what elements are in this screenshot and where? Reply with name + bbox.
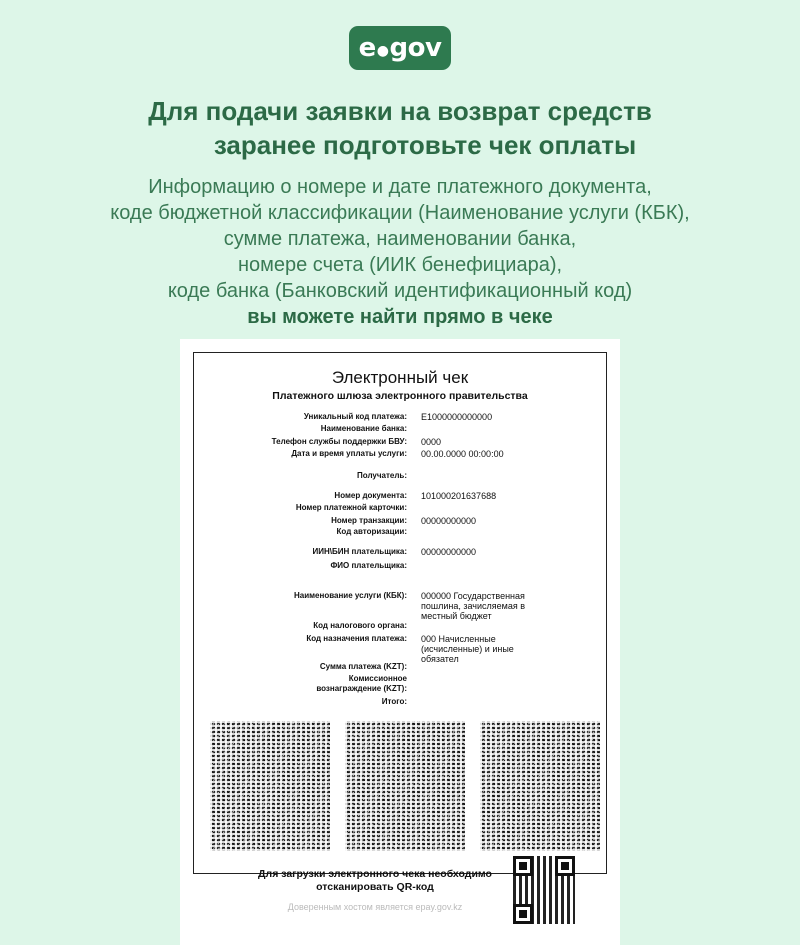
qr-code-2 [345, 721, 465, 851]
receipt-footer-text [240, 868, 510, 894]
headline-line-1: Для подачи заявки на возврат средств [148, 96, 652, 126]
logo-suffix: gov [389, 33, 442, 63]
qr-finder-icon [555, 856, 575, 876]
field-label: Код назначения платежа: [306, 634, 407, 643]
logo-dot-icon: ● [376, 43, 389, 59]
field-label: Наименование банка: [320, 424, 407, 433]
receipt-subtitle: Платежного шлюза электронного правительства [272, 390, 528, 402]
field-label: Код налогового органа: [313, 621, 407, 630]
egov-logo [349, 26, 451, 70]
field-value: 000000 Государственная пошлина, зачисляемая в местный бюджет [421, 591, 525, 621]
field-label: Наименование услуги (КБК): [293, 591, 407, 600]
field-label: Код авторизации: [336, 527, 407, 536]
info-line-1: Информацию о номере и дате платежного документа, [148, 176, 652, 198]
logo-prefix: e [358, 33, 376, 63]
info-line-3: сумме платежа, наименовании банка, [223, 228, 577, 250]
field-label: Номер платежной карточки: [295, 503, 407, 512]
field-label: Уникальный код платежа: [303, 412, 407, 421]
qr-finder-icon [513, 856, 533, 876]
qr-code-3 [480, 721, 600, 851]
field-label: ИИН\БИН плательщика: [312, 547, 407, 556]
receipt-footer-line-1: Для загрузки электронного чека необходимо [258, 868, 492, 880]
receipt-footer-line-2: отсканировать QR-код [316, 881, 434, 893]
receipt-trusted-host: Доверенным хостом является epay.gov.kz [287, 902, 463, 912]
field-label: ФИО плательщика: [330, 561, 407, 570]
info-line-5: коде банка (Банковский идентификационный код) [167, 280, 633, 302]
field-label: Итого: [381, 697, 407, 706]
download-qr-code[interactable] [513, 856, 575, 924]
field-label: Номер документа: [334, 491, 407, 500]
field-label: Дата и время уплаты услуги: [291, 449, 407, 458]
qr-code-1 [210, 721, 330, 851]
field-label: Телефон службы поддержки БВУ: [271, 437, 407, 446]
field-label: Комиссионное вознаграждение (KZT): [316, 674, 407, 693]
field-label: Номер транзакции: [331, 516, 407, 525]
receipt-card [180, 339, 620, 945]
qr-finder-icon [513, 904, 533, 924]
info-text [0, 174, 800, 330]
field-value: E1000000000000 [421, 412, 493, 422]
field-value: 00000000000 [421, 516, 477, 526]
field-value: 00000000000 [421, 547, 477, 557]
field-label: Получатель: [357, 471, 407, 480]
info-bold-line: вы можете найти прямо в чеке [247, 306, 553, 328]
headline-line-2: заранее подготовьте чек оплаты [213, 130, 637, 160]
receipt-title: Электронный чек [331, 368, 469, 387]
field-label: Сумма платежа (KZT): [319, 662, 407, 671]
info-line-4: номере счета (ИИК бенефициара), [237, 254, 563, 276]
field-value: 000 Начисленные (исчисленные) и иные обязател [421, 634, 514, 664]
field-value: 0000 [421, 437, 442, 447]
field-value: 00.00.0000 00:00:00 [421, 449, 504, 459]
receipt-frame [193, 352, 607, 874]
field-value: 101000201637688 [421, 491, 497, 501]
info-line-2: коде бюджетной классификации (Наименование услуги (КБК), [110, 202, 690, 224]
headline [0, 94, 800, 162]
